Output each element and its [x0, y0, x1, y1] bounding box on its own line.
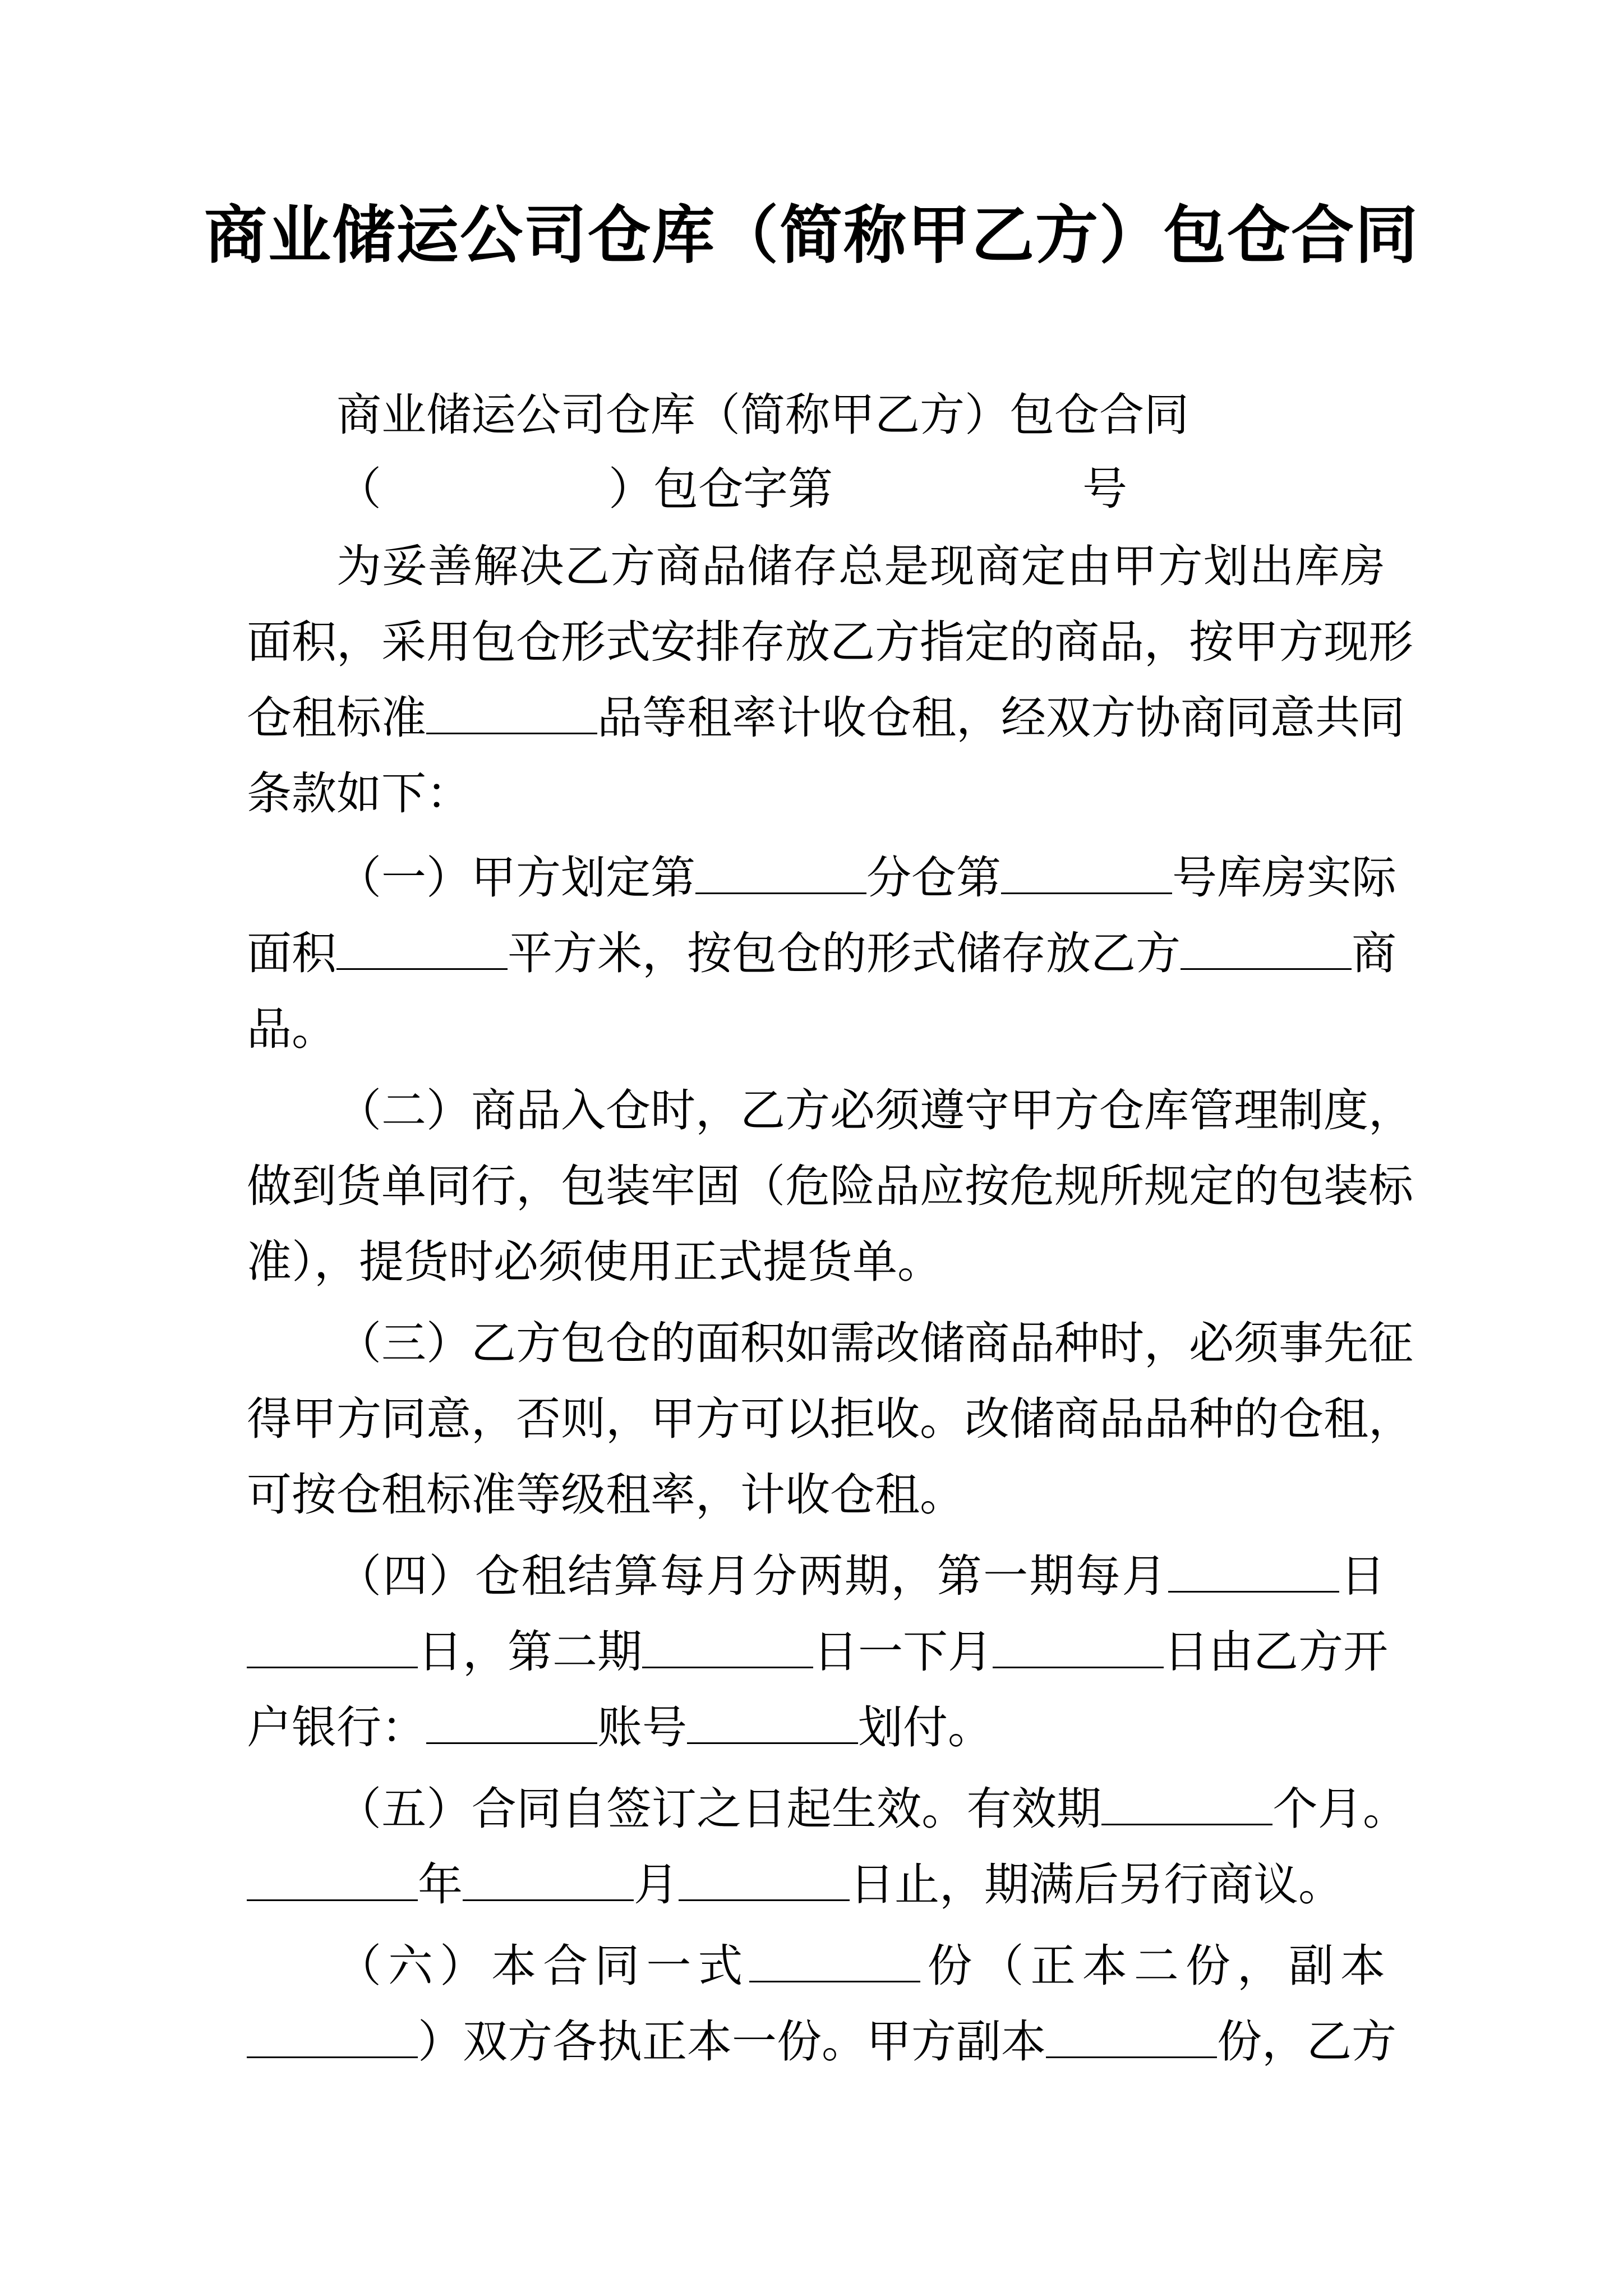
- intro-text: 仓租标准: [247, 692, 426, 744]
- clause-text: 户银行：: [247, 1701, 426, 1754]
- fill-blank: [1168, 1550, 1339, 1593]
- clause-text: （一）甲方划定第: [336, 852, 695, 904]
- clause-1-line-2: [247, 912, 1396, 996]
- clause-text: 日: [1339, 1550, 1386, 1602]
- clause-6-line-1: [336, 1924, 1385, 2008]
- clause-3-line-1: （三）乙方包仓的面积如需改储商品种时，必须事先征: [336, 1317, 1413, 1369]
- fill-blank: [749, 1940, 920, 1982]
- clause-4-line-1: [336, 1534, 1385, 1618]
- clause-2-line-3: 准），提货时必须使用正式提货单。: [247, 1236, 942, 1288]
- clause-text: 分仓第: [866, 852, 1001, 904]
- fill-blank: [1046, 2016, 1217, 2058]
- intro-line-1: 为妥善解决乙方商品储存总是现商定由甲方划出库房: [336, 540, 1385, 592]
- clause-text: 月: [634, 1858, 679, 1911]
- clause-text: ）双方各执正本一份。甲方副本: [418, 2016, 1046, 2068]
- fill-blank: [1001, 852, 1172, 894]
- clause-text: 日由乙方开: [1164, 1626, 1388, 1678]
- fill-blank: [687, 1702, 858, 1744]
- clause-5-line-2: [247, 1843, 1385, 1927]
- intro-text: 品等租率计收仓租，经双方协商同意共同: [597, 692, 1405, 744]
- contract-number-suffix: 号: [1082, 463, 1127, 515]
- clause-3-line-2: 得甲方同意，否则，甲方可以拒收。改储商品品种的仓租，: [247, 1393, 1413, 1445]
- clause-text: 划付。: [858, 1701, 993, 1754]
- clause-text: 份，乙方: [1217, 2016, 1396, 2068]
- clause-4-line-2: [247, 1610, 1388, 1694]
- clause-text: 平方米，按包仓的形式储存放乙方: [508, 927, 1181, 979]
- open-paren: （: [336, 463, 381, 515]
- clause-text: 面积: [247, 927, 336, 979]
- intro-line-2: 面积，采用包仓形式安排存放乙方指定的商品，按甲方现形: [247, 616, 1413, 668]
- clause-text: 日，第二期: [418, 1626, 642, 1678]
- clause-2-line-2: 做到货单同行，包装牢固（危险品应按危规所规定的包装标: [247, 1160, 1413, 1212]
- fill-blank: [679, 1859, 850, 1901]
- fill-blank: [426, 692, 597, 734]
- clause-text: 份（正本二份，副本: [920, 1940, 1386, 1992]
- intro-line-4: 条款如下：: [247, 767, 471, 820]
- fill-blank: [695, 852, 866, 894]
- fill-blank: [247, 1859, 418, 1901]
- clause-text: （五）合同自签订之日起生效。有效期: [336, 1783, 1102, 1835]
- clause-3-line-3: 可按仓租标准等级租率，计收仓租。: [247, 1469, 965, 1521]
- clause-text: 年: [418, 1858, 463, 1911]
- clause-text: 日止，期满后另行商议。: [850, 1858, 1343, 1911]
- fill-blank: [426, 1702, 597, 1744]
- clause-1-line-1: [336, 836, 1396, 920]
- fill-blank: [993, 1626, 1164, 1668]
- contract-number-line: [336, 447, 1385, 531]
- fill-blank: [463, 1859, 634, 1901]
- clause-text: 账号: [597, 1701, 687, 1754]
- clause-text: 日一下月: [813, 1626, 993, 1678]
- fill-blank: [1181, 928, 1352, 970]
- fill-blank: [336, 928, 508, 970]
- clause-text: 个月。: [1272, 1783, 1408, 1835]
- clause-2-line-1: （二）商品入仓时，乙方必须遵守甲方仓库管理制度，: [336, 1084, 1413, 1137]
- clause-1-line-3: 品。: [247, 1003, 336, 1055]
- fill-blank: [247, 1626, 418, 1668]
- clause-text: 商: [1352, 927, 1396, 979]
- clause-text: （六）本合同一式: [336, 1940, 750, 1992]
- clause-text: （四）仓租结算每月分两期，第一期每月: [336, 1550, 1168, 1602]
- clause-5-line-1: [336, 1767, 1408, 1851]
- fill-blank: [642, 1626, 813, 1668]
- intro-line-3: [247, 676, 1405, 760]
- fill-blank: [247, 2016, 418, 2058]
- clause-text: 号库房实际: [1172, 852, 1396, 904]
- document-subtitle: 商业储运公司仓库（简称甲乙方）包仓合同: [336, 389, 1189, 441]
- fill-blank: [1101, 1783, 1272, 1825]
- clause-4-line-3: [247, 1686, 1385, 1770]
- document-title: 商业储运公司仓库（简称甲乙方）包仓合同: [204, 199, 1419, 272]
- clause-6-line-2: [247, 2000, 1396, 2084]
- contract-number-label: ）包仓字第: [608, 463, 833, 515]
